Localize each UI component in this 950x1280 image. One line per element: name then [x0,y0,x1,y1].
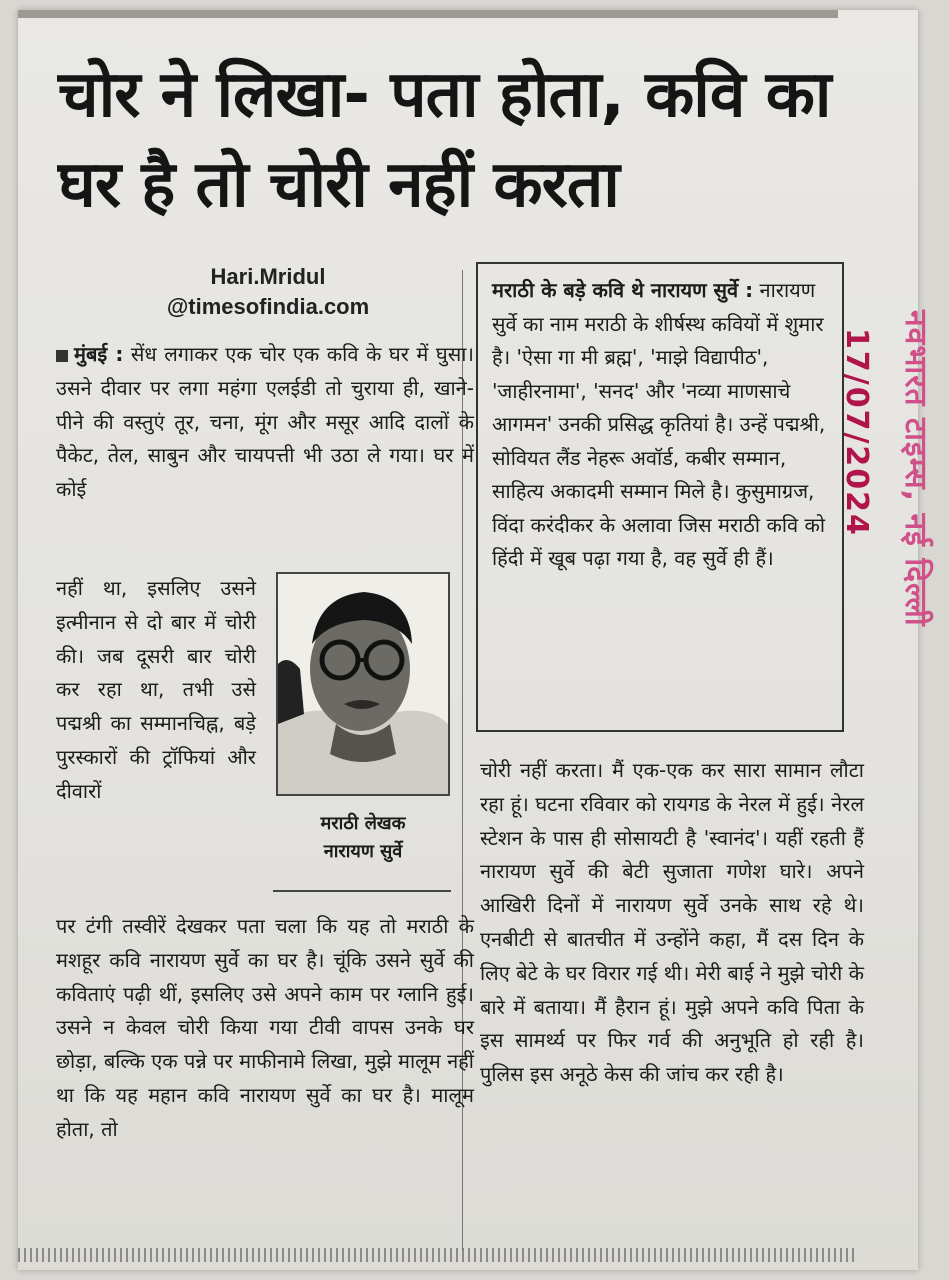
handwritten-source: नवभारत टाइम्स, नई दिल्ली [898,310,933,627]
portrait-photo [276,572,450,796]
byline-name: Hari.Mridul [210,264,326,289]
sidebar-box [476,262,844,732]
sidebar-heading: मराठी के बड़े कवि थे नारायण सुर्वे : [492,278,754,302]
top-border-rule [18,10,838,18]
handwritten-date: 17/07/2024 [839,328,874,537]
caption-line-1: मराठी लेखक [320,813,406,834]
article-text-right: चोरी नहीं करता। मैं एक-एक कर सारा सामान लौटा रहा हूं। घटना रविवार को रायगड के नेरल में हुई। नेरल स्टेशन के पास ही सोसायटी है 'स्वानंद'। यहीं रहती हैं नारायण सुर्वे की बेटी सुजाता गणेश घारे। अपने आखिरी दिनों में नारायण सुर्वे उनके साथ रहे थे। एनबीटी से बातचीत में उन्होंने कहा, मैं दस दिन के लिए बेटे के घर विरार गई थी। मेरी बाई ने मुझे चोरी के बारे में बताया। मैं हैरान हूं। मुझे अपने कवि पिता के इस सामर्थ्य पर फिर गर्व की अनुभूति हो रही है। पुलिस इस अनूठे केस की जांच कर रही है। [480,758,864,1087]
article-text-top: सेंध लगाकर एक चोर एक कवि के घर में घुसा। उसने दीवार पर लगा महंगा एलईडी तो चुराया ही, खाने-पीने की वस्तुएं तूर, चना, मूंग और मसूर आदि दालों के पैकेट, तेल, साबुन और चायपत्ती भी उठा ले गया। घर में कोई [56,342,474,502]
article-text-wrap: नहीं था, इसलिए उसने इत्मीनान से दो बार में चोरी की। जब दूसरी बार चोरी कर रहा था, तभी उसे पद्मश्री का सम्मानचिह्न, बड़े पुरस्कारों की ट्रॉफियां और दीवारों [56,576,256,803]
article-body-top [56,338,474,507]
byline-email: @timesofindia.com [166,294,370,319]
headline: चोर ने लिखा- पता होता, कवि का घर है तो चोरी नहीं करता [58,58,831,222]
bottom-border-rule [18,1248,858,1262]
article-text-lower: पर टंगी तस्वीरें देखकर पता चला कि यह तो मराठी के मशहूर कवि नारायण सुर्वे का घर है। चूंकि उसने सुर्वे की कविताएं पढ़ी थीं, इसलिए उसे अपने काम पर ग्लानि हुई। उसने न केवल चोरी किया गया टीवी वापस उनके घर छोड़ा, बल्कि एक पन्ने पर माफीनामे लिखा, मुझे मालूम नहीं था कि यह महान कवि नारायण सुर्वे का घर है। मालूम होता, तो [56,914,474,1141]
sidebar-text: नारायण सुर्वे का नाम मराठी के शीर्षस्थ कवियों में शुमार है। 'ऐसा गा मी ब्रह्म', 'माझे विद्यापीठ', 'जाहीरनामा', 'सनद' और 'नव्या माणसाचे आगमन' उनकी प्रसिद्ध कृतियां है। उन्हें पद्मश्री, सोवियत लैंड नेहरू अवॉर्ड, कबीर सम्मान, साहित्य अकादमी सम्मान मिले है। कुसुमाग्रज, विंदा करंदीकर के अलावा जिस मराठी कवि को हिंदी में खूब पढ़ा गया है, वह सुर्वे ही हैं। [492,278,826,570]
photo-caption [273,810,453,866]
caption-line-2: नारायण सुर्वे [323,841,403,862]
newspaper-clipping [18,10,933,1270]
dateline-marker [56,350,68,362]
portrait-illustration [278,574,448,794]
caption-rule [273,890,451,892]
byline [138,262,398,322]
dateline: मुंबई : [74,342,124,366]
